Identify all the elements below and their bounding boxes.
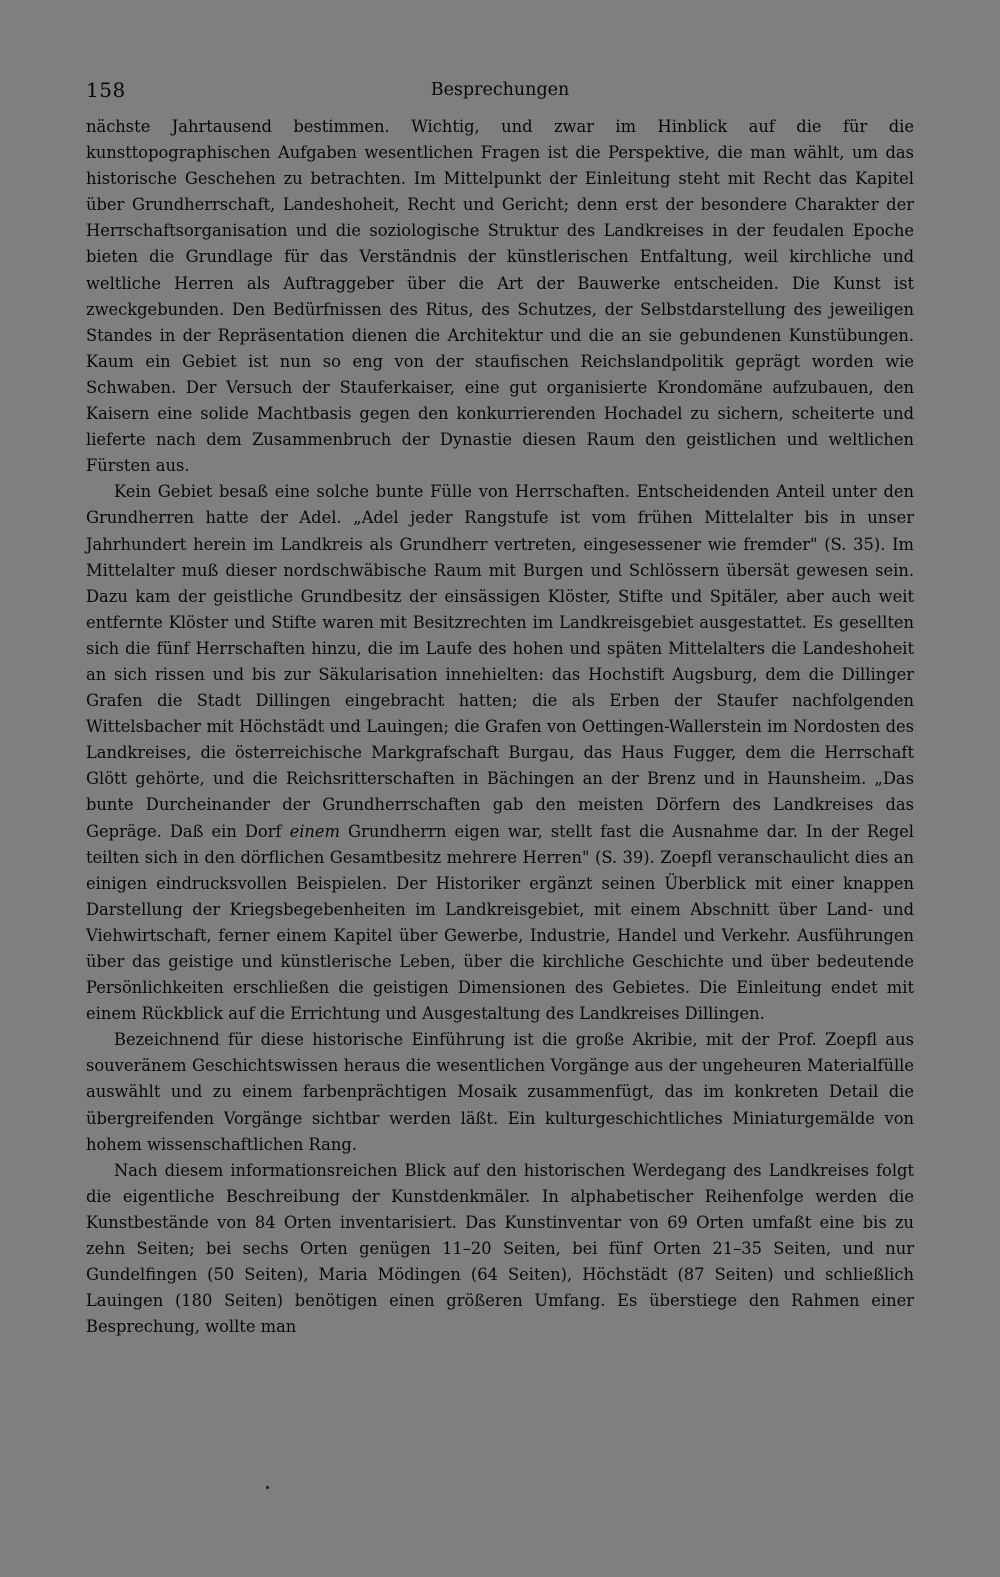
page-number: 158 — [86, 78, 126, 102]
text-run: Grundherrn eigen war, stellt fast die Ausnahme dar. In der Regel teilten sich in den dörflichen Gesamtbesitz mehrere Herren" (S. 39). Zoepfl veranschaulicht dies an einigen eindrucksvollen Beispielen. Der Historiker ergänzt seinen Überblick mit einer knappen Darstellung der Kriegsbegebenheiten im Landkreisgebiet, mit einem Abschnitt über Land- und Viehwirtschaft, ferner einem Kapitel über Gewerbe, Industrie, Handel und Verkehr. Ausführungen über das geistige und künstlerische Leben, über die kirchliche Geschichte und über bedeutende Persönlichkeiten erschließen die geistigen Dimensionen des Gebietes. Die Einleitung endet mit einem Rückblick auf die Errichtung und Ausgestaltung des Landkreises Dillingen. — [86, 821, 914, 1024]
paragraph-4 — [86, 1158, 914, 1341]
page-header — [86, 74, 914, 114]
paragraph-1 — [86, 114, 914, 479]
book-page — [86, 74, 914, 1340]
text-run: Nach diesem informationsreichen Blick auf den historischen Werdegang des Landkreises folgt die eigentliche Beschreibung der Kunstdenkmäler. In alphabetischer Reihenfolge werden die Kunstbestände von 84 Orten inventarisiert. Das Kunstinventar von 69 Orten umfaßt eine bis zu zehn Seiten; bei sechs Orten genügen 11–20 Seiten, bei fünf Orten 21–35 Seiten, und nur Gundelfingen (50 Seiten), Maria Mödingen (64 Seiten), Höchstädt (87 Seiten) und schließlich Lauingen (180 Seiten) benötigen einen größeren Umfang. Es überstiege den Rahmen einer Besprechung, wollte man — [86, 1160, 914, 1337]
running-title: Besprechungen — [430, 80, 570, 100]
italic-text: einem — [289, 821, 340, 841]
paragraph-3 — [86, 1027, 914, 1157]
text-run: Bezeichnend für diese historische Einführung ist die große Akribie, mit der Prof. Zoepfl aus souveränem Geschichtswissen heraus die wesentlichen Vorgänge aus der ungeheuren Materialfülle auswählt und zu einem farbenprächtigen Mosaik zusammenfügt, das im konkreten Detail die übergreifenden Vorgänge sichtbar werden läßt. Ein kulturgeschichtliches Miniaturgemälde von hohem wissenschaftlichen Rang. — [86, 1030, 914, 1154]
print-speck — [266, 1486, 269, 1489]
text-run: nächste Jahrtausend bestimmen. Wichtig, und zwar im Hinblick auf die für die kunsttopographischen Aufgaben wesentlichen Fragen ist die Perspektive, die man wählt, um das historische Geschehen zu betrachten. Im Mittelpunkt der Einleitung steht mit Recht das Kapitel über Grundherrschaft, Landeshoheit, Recht und Gericht; denn erst der besondere Charakter der Herrschaftsorganisation und die soziologische Struktur des Landkreises in der feudalen Epoche bieten die Grundlage für das Verständnis der künstlerischen Entfaltung, weil kirchliche und weltliche Herren als Auftraggeber über die Art der Bauwerke entscheiden. Die Kunst ist zweckgebunden. Den Bedürfnissen des Ritus, des Schutzes, der Selbstdarstellung des jeweiligen Standes in der Repräsentation dienen die Architektur und die an sie gebundenen Kunstübungen. Kaum ein Gebiet ist nun so eng von der staufischen Reichslandpolitik geprägt worden wie Schwaben. Der Versuch der Stauferkaiser, eine gut organisierte Krondomäne aufzubauen, den Kaisern eine solide Machtbasis gegen den konkurrierenden Hochadel zu sichern, scheiterte und lieferte nach dem Zusammenbruch der Dynastie diesen Raum den geistlichen und weltlichen Fürsten aus. — [86, 117, 914, 476]
paragraph-2 — [86, 479, 914, 1027]
text-run: Kein Gebiet besaß eine solche bunte Fülle von Herrschaften. Entscheidenden Anteil unter den Grundherren hatte der Adel. „Adel jeder Rangstufe ist vom frühen Mittelalter bis in unser Jahrhundert herein im Landkreis als Grundherr vertreten, eingesessener wie fremder" (S. 35). Im Mittelalter muß dieser nordschwäbische Raum mit Burgen und Schlössern übersät gewesen sein. Dazu kam der geistliche Grundbesitz der einsässigen Klöster, Stifte und Spitäler, aber auch weit entfernte Klöster und Stifte waren mit Besitzrechten im Landkreisgebiet ausgestattet. Es gesellten sich die fünf Herrschaften hinzu, die im Laufe des hohen und späten Mittelalters die Landeshoheit an sich rissen und bis zur Säkularisation innehielten: das Hochstift Augsburg, dem die Dillinger Grafen die Stadt Dillingen eingebracht hatten; die als Erben der Staufer nachfolgenden Wittelsbacher mit Höchstädt und Lauingen; die Grafen von Oettingen-Wallerstein im Nordosten des Landkreises, die österreichische Markgrafschaft Burgau, das Haus Fugger, dem die Herrschaft Glött gehörte, und die Reichsritterschaften in Bächingen an der Brenz und in Haunsheim. „Das bunte Durcheinander der Grundherrschaften gab den meisten Dörfern des Landkreises das Gepräge. Daß ein Dorf — [86, 482, 914, 841]
body-text — [86, 114, 914, 1340]
